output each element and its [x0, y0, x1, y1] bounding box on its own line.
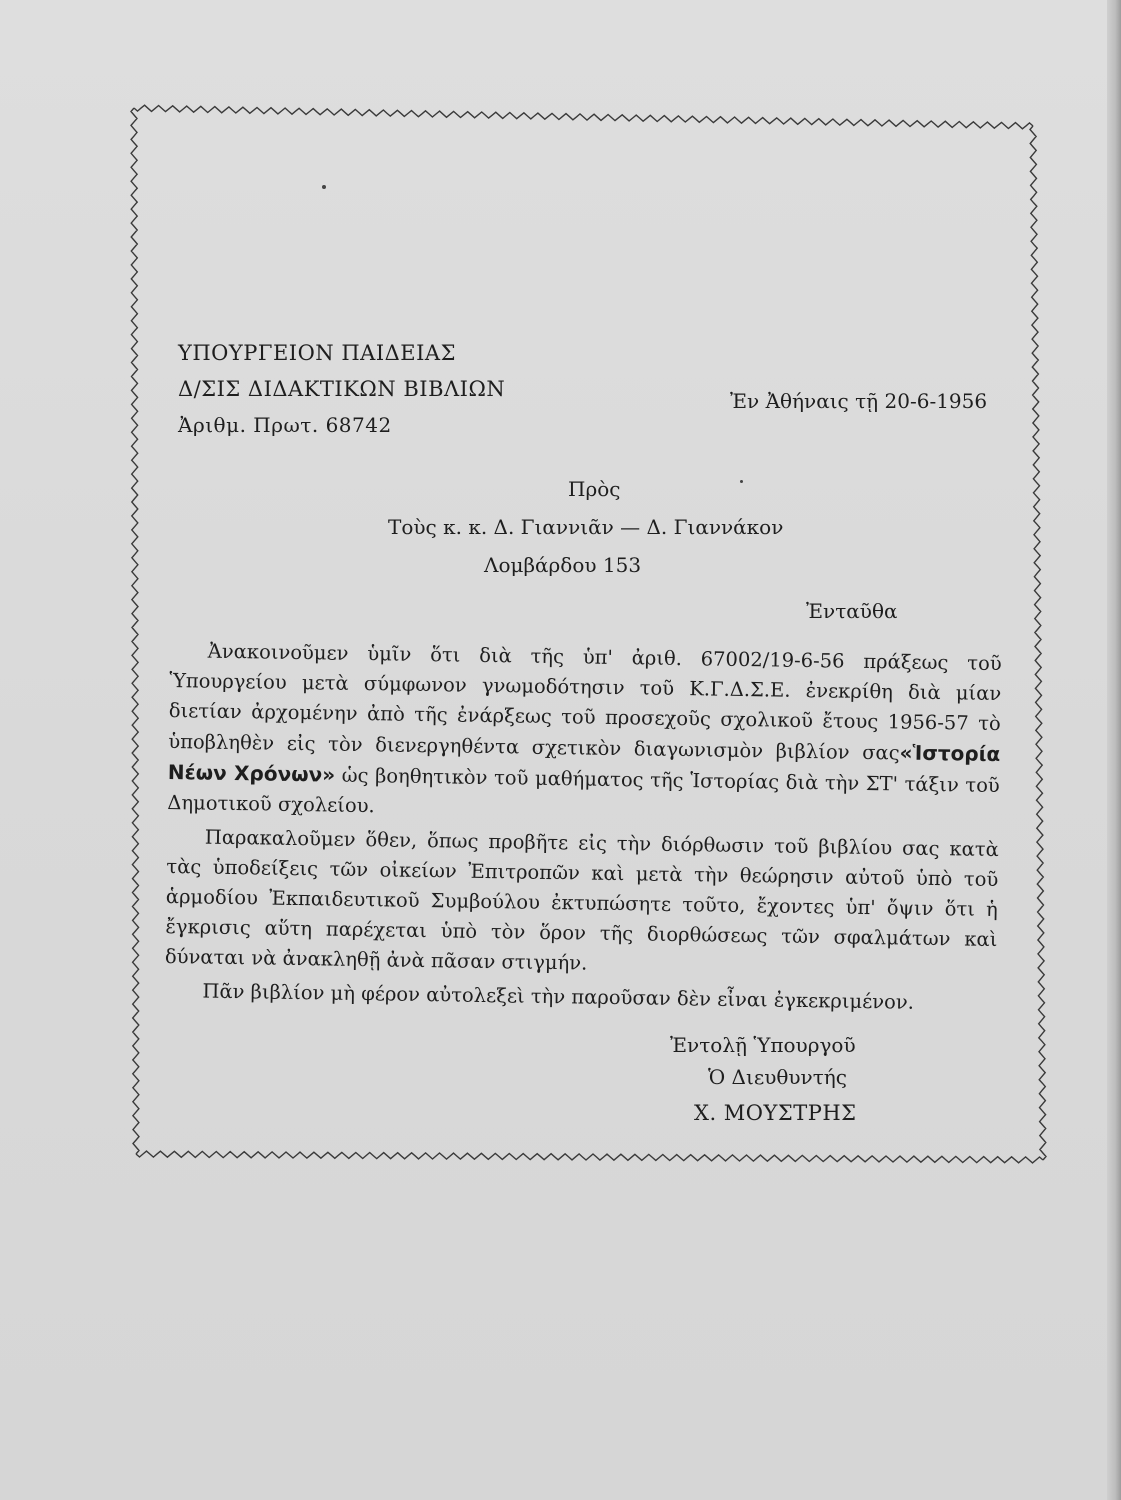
- paragraph-approval: [167, 636, 1002, 831]
- signature-title: Ὁ Διευθυντής: [708, 1065, 847, 1089]
- recipient-pros: Πρὸς: [568, 477, 621, 501]
- border-side-3: [131, 108, 139, 1154]
- protocol-number: Ἀριθμ. Πρωτ. 68742: [178, 413, 392, 437]
- signature-name: Χ. ΜΟΥΣΤΡΗΣ: [694, 1101, 857, 1125]
- department-name: Δ/ΣΙΣ ΔΙΔΑΚΤΙΚΩΝ ΒΙΒΛΙΩΝ: [178, 377, 506, 401]
- ink-speck: [740, 480, 743, 483]
- signature-order: Ἐντολῇ Ὑπουργοῦ: [670, 1033, 856, 1057]
- letter-body: [164, 636, 1002, 1019]
- border-side-2: [136, 1151, 1043, 1163]
- paragraph-notice: Πᾶν βιβλίον μὴ φέρον αὐτολεξεὶ τὴν παροῦσαν δὲν εἶναι ἐγκεκριμένον.: [202, 979, 915, 1014]
- border-side-0: [134, 105, 1033, 129]
- approval-text: Ἀνακοινοῦμεν ὑμῖν ὅτι διὰ τῆς ὑπ' ἀριθ. 67002/19-6-56 πράξεως τοῦ Ὑπουργείου μετὰ σύμφωνον γνωμοδότησιν τοῦ Κ.Γ.Δ.Σ.Ε. ἐνεκρίθη διὰ μίαν διετίαν ἀρχομένην ἀπὸ τῆς ἐνάρξεως τοῦ προσεχοῦς σχολικοῦ ἔτους 1956-57 τὸ ὑποβληθὲν εἰς τὸν διενεργηθέντα σχετικὸν διαγωνισμὸν βιβλίον σας: [168, 639, 1002, 765]
- recipient-street: Λομβάρδου 153: [484, 553, 642, 577]
- date-line: Ἐν Ἀθήναις τῇ 20-6-1956: [730, 389, 988, 413]
- approval-text-end: ὡς βοηθητικὸν τοῦ μαθήματος τῆς Ἱστορίας διὰ τὴν ΣΤ' τάξιν τοῦ Δημοτικοῦ σχολείου.: [167, 763, 1000, 818]
- ink-speck: [322, 185, 326, 189]
- paragraph-correction: Παρακαλοῦμεν ὅθεν, ὅπως προβῆτε εἰς τὴν διόρθωσιν τοῦ βιβλίου σας κατὰ τὰς ὑποδείξεις τῶν οἰκείων Ἐπιτροπῶν καὶ μετὰ τὴν θεώρησιν αὐτοῦ ὑπὸ τοῦ ἁρμοδίου Ἐκπαιδευτικοῦ Συμβούλου ἐκτυπώσητε τοῦτο, ἔχοντες ὑπ' ὄψιν ὅτι ἡ ἔγκρισις αὕτη παρέχεται ὑπὸ τὸν ὅρον τῆς διορθώσεως τῶν σφαλμάτων καὶ δύναται νὰ ἀνακληθῇ ἀνὰ πᾶσαν στιγμήν.: [164, 825, 999, 975]
- recipient-names: Τοὺς κ. κ. Δ. Γιαννιᾶν — Δ. Γιαννάκον: [388, 515, 784, 539]
- book-title: «Ἱστορία Νέων Χρόνων»: [167, 740, 1001, 787]
- ministry-name: ΥΠΟΥΡΓΕΙΟΝ ΠΑΙΔΕΙΑΣ: [178, 341, 456, 365]
- recipient-place: Ἐνταῦθα: [806, 599, 898, 623]
- border-side-1: [1030, 126, 1046, 1160]
